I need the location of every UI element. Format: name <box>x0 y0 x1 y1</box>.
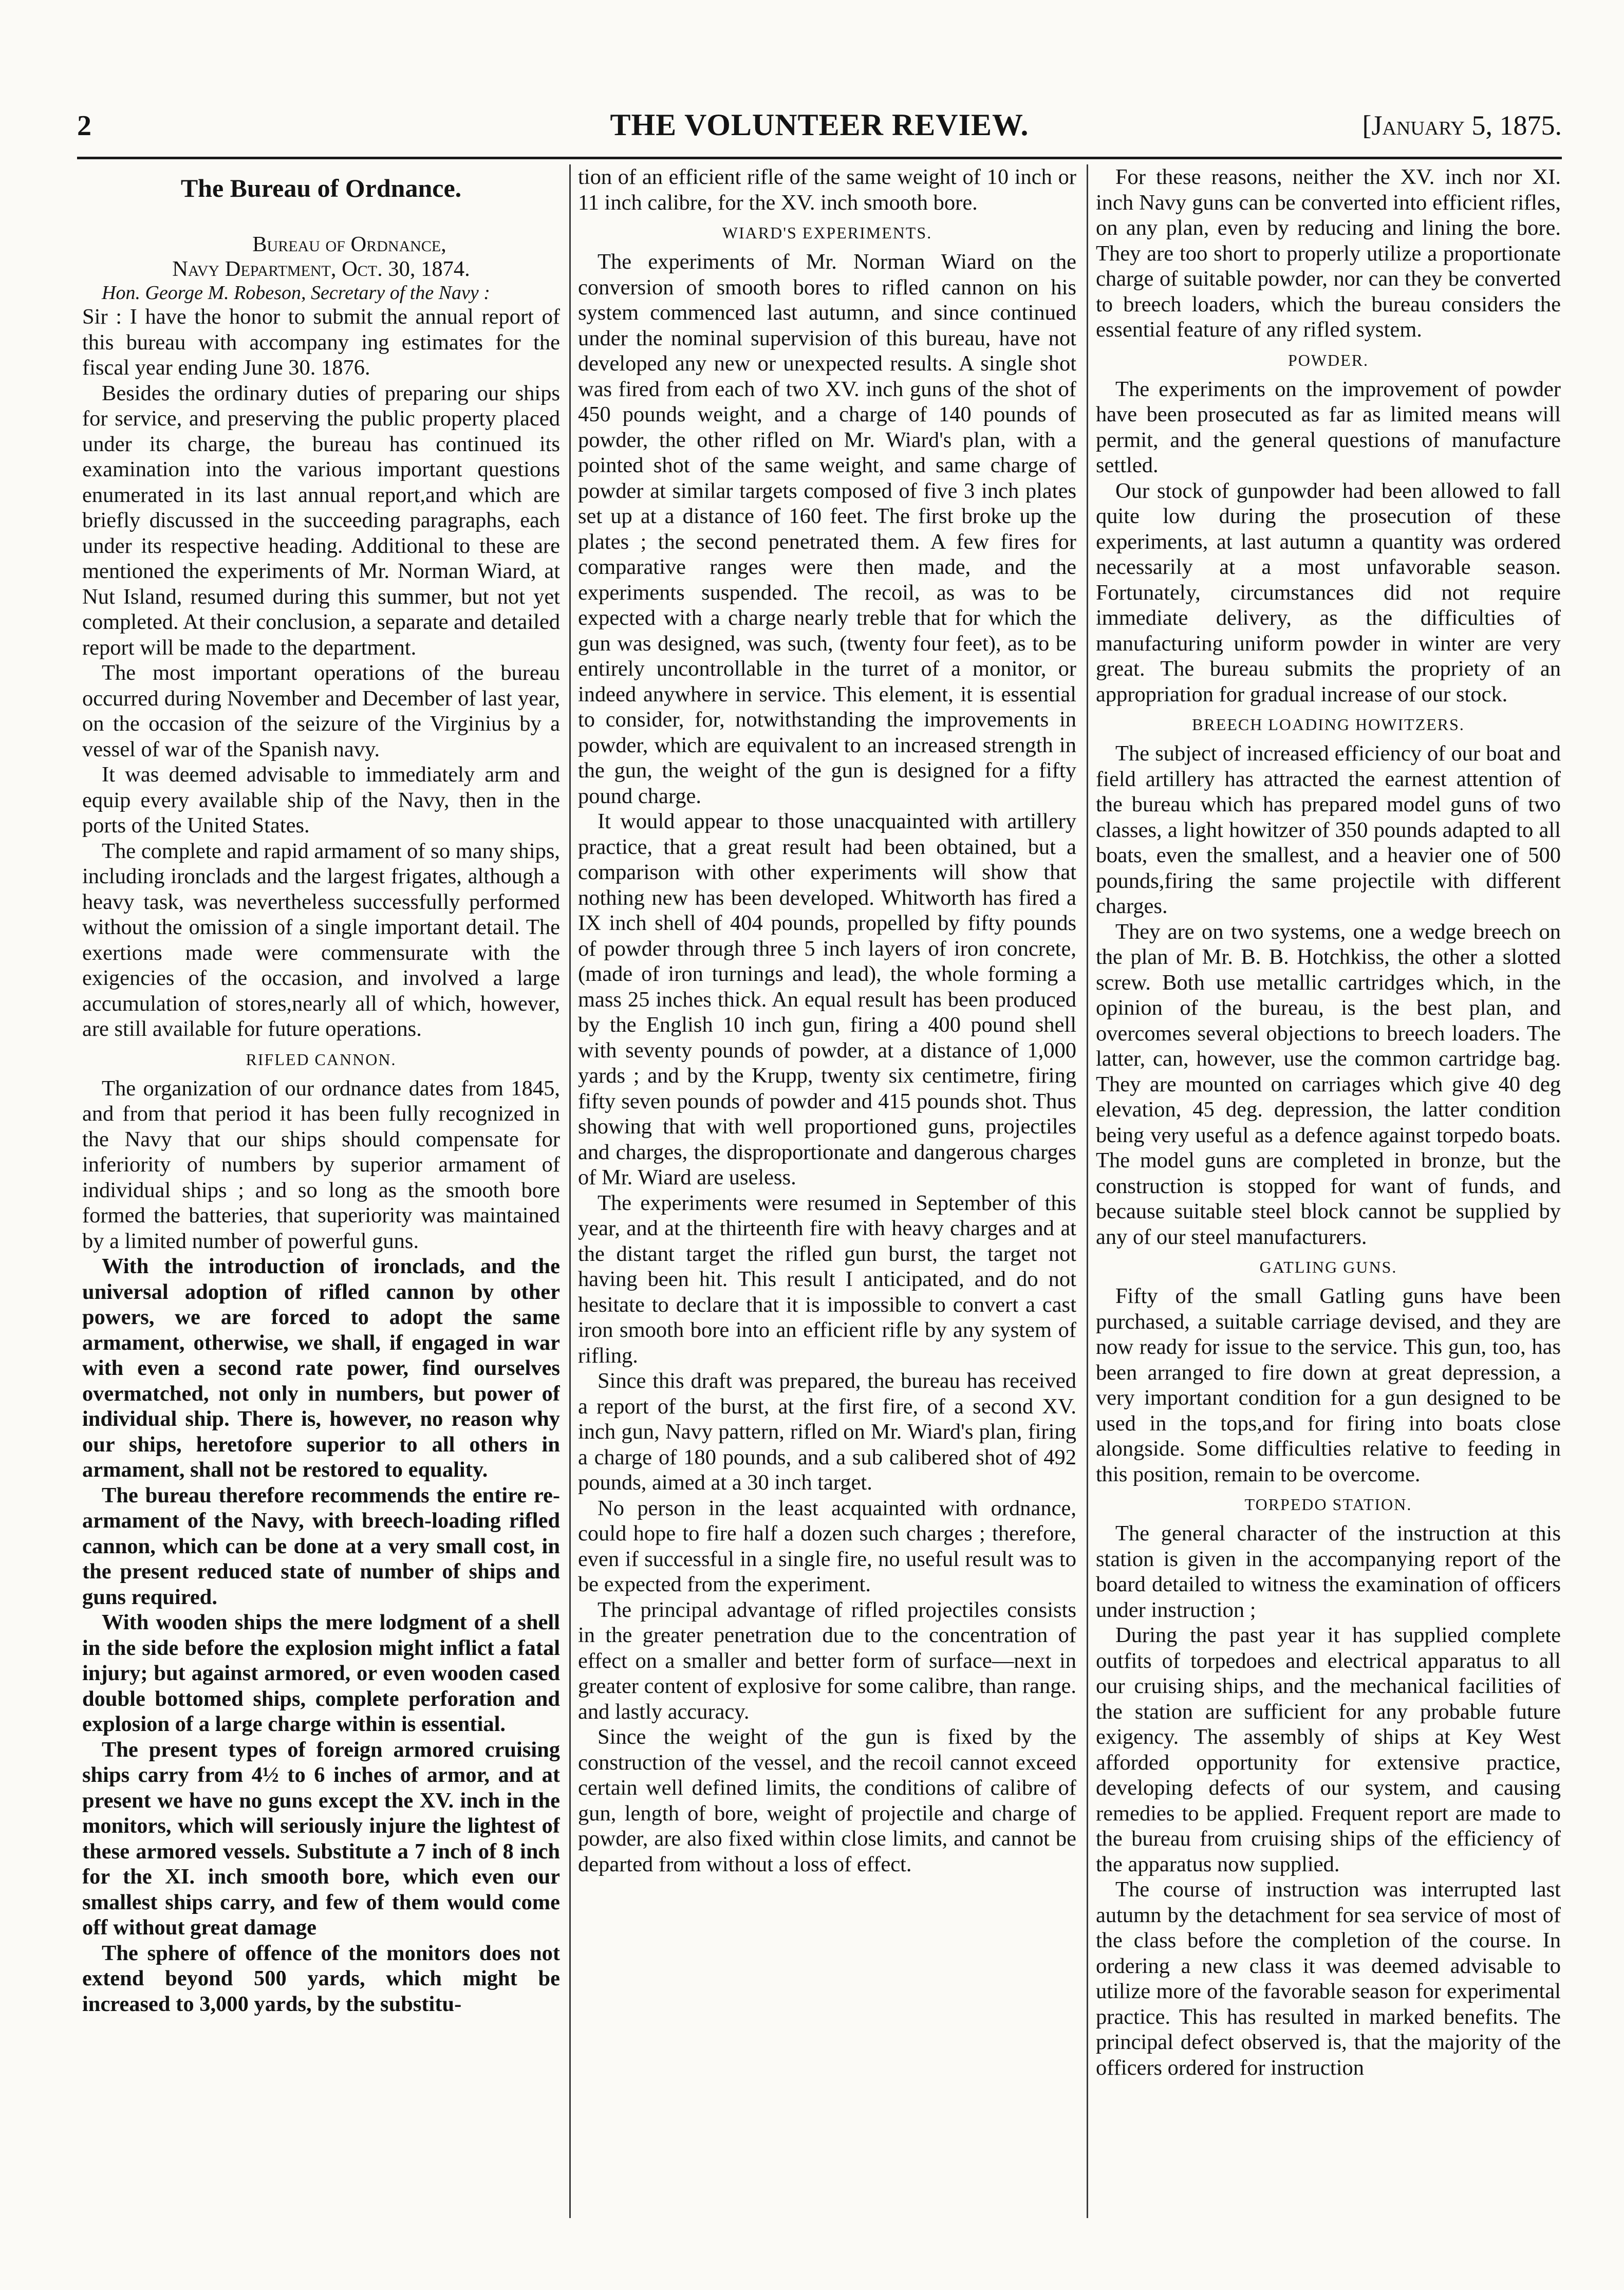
page-number: 2 <box>77 110 91 142</box>
paragraph: Fifty of the small Gatling guns have been purchased, a suitable carriage devised, and they are now ready for issue to the service. This gun, too, has been arranged to fire down at great depression, a very important condition for a gun designed to be used in the tops,and for firing into boats close alongside. Some difficulties relative to feeding in this position, remain to be overcome. <box>1096 1284 1561 1486</box>
paragraph: The organization of our ordnance dates from 1845, and from that period it has been fully recognized in the Navy that our ships should compensate for inferiority of numbers by superior armament of individual ships ; and so long as the smooth bore formed the batteries, that superiority was maintained by a limited number of powerful guns. <box>82 1076 560 1253</box>
page-header <box>77 105 1562 146</box>
paragraph: tion of an efficient rifle of the same weight of 10 inch or 11 inch calibre, for the XV. inch smooth bore. <box>578 165 1076 215</box>
paragraph: Since this draft was prepared, the bureau has received a report of the burst, at the first fire, of a second XV. inch gun, Navy pattern, rifled on Mr. Wiard's plan, firing a charge of 180 pounds, and a sub calibered shot of 492 pounds, aimed at a 30 inch target. <box>578 1369 1076 1495</box>
section-heading: RIFLED CANNON. <box>246 1050 397 1069</box>
paragraph: Our stock of gunpowder had been allowed to fall quite low during the prosecution of these experiments, at last autumn a quantity was ordered necessarily at a most unfavorable season. Fortunately, circumstances did not require immediate delivery, as the difficulties of manufacturing uniform powder in winter are very great. The bureau submits the propriety of an appropriation for gradual increase of our stock. <box>1096 478 1561 706</box>
paragraph: The complete and rapid armament of so many ships, including ironclads and the largest frigates, although a heavy task, was nevertheless successfully performed without the omission of a single important detail. The exertions made were commensurate with the exigencies of the occasion, and involved a large accumulation of stores,nearly all of which, however, are still available for future operations. <box>82 839 560 1041</box>
paragraph: They are on two systems, one a wedge breech on the plan of Mr. B. B. Hotchkiss, the other a slotted screw. Both use metallic cartridges which, in the opinion of the bureau, is the best plan, and overcomes several objections to breech loaders. The latter, can, however, use the common cartridge bag. They are mounted on carriages which give 40 deg elevation, 45 deg. depression, the latter condition being very useful as a defence against torpedo boats. The model guns are completed in bronze, but the construction is stopped for want of funds, and because suitable steel block cannot be supplied by any of our steel manufacturers. <box>1096 919 1561 1249</box>
section-heading: BREECH LOADING HOWITZERS. <box>1192 715 1465 734</box>
column-divider <box>1087 164 1088 2218</box>
dateline <box>82 232 560 282</box>
paragraph: Besides the ordinary duties of preparing our ships for service, and preserving the public property placed under its charge, the bureau has continued its examination into the various important questions enumerated in its last annual report,and which are briefly discussed in the succeeding paragraphs, each under its respective heading. Additional to these are mentioned the experiments of Mr. Norman Wiard, at Nut Island, resumed during this summer, but not yet completed. At their conclusion, a separate and detailed report will be made to the department. <box>82 381 560 660</box>
column-2 <box>578 164 1076 2223</box>
paragraph: The most important operations of the bureau occurred during November and December of last year, on the occasion of the seizure of the Virginius by a vessel of war of the Spanish navy. <box>82 661 560 761</box>
paragraph: During the past year it has supplied complete outfits of torpedoes and electrical apparatus to all our cruising ships, and the mechanical facilities of the station are sufficient for any probable future exigency. The assembly of ships at Key West afforded opportunity for extensive practice, developing defects of our system, and causing remedies to be applied. Frequent report are made to the bureau from cruising ships of the efficiency of the apparatus now supplied. <box>1096 1623 1561 1876</box>
paragraph: It was deemed advisable to immediately arm and equip every available ship of the Navy, then in the ports of the United States. <box>82 762 560 837</box>
section-heading: WIARD'S EXPERIMENTS. <box>722 224 932 242</box>
paragraph: The present types of foreign armored cruising ships carry from 4½ to 6 inches of armor, and at present we have no guns except the XV. inch in the monitors, which will seriously injure the lightest of these armored vessels. Substitute a 7 inch of 8 inch for the XI. inch smooth bore, which even our smallest ships carry, and few of them would come off without great damage <box>82 1737 560 1940</box>
paragraph: With the introduction of ironclads, and the universal adoption of rifled cannon by other powers, we are forced to adopt the same armament, otherwise, we shall, if engaged in war with even a second rate power, find ourselves overmatched, not only in numbers, but power of individual ship. There is, however, no reason why our ships, heretofore superior to all others in armament, shall not be restored to equality. <box>82 1254 560 1482</box>
column-1 <box>82 164 560 2223</box>
paragraph: The experiments were resumed in September of this year, and at the thirteenth fire with heavy charges and at the distant target the rifled gun burst, the target not having been hit. This result I anticipated, and do not hesitate to declare that it is impossible to convert a cast iron smooth bore into an efficient rifle by any system of rifling. <box>578 1190 1076 1368</box>
issue-date: [January 5, 1875. <box>1362 110 1562 141</box>
paragraph: Sir : I have the honor to submit the annual report of this bureau with accompany ing estimates for the fiscal year ending June 30. 1876. <box>82 305 560 380</box>
column-body <box>578 164 1076 1877</box>
column-divider <box>569 164 571 2218</box>
paragraph: The experiments on the improvement of powder have been prosecuted as far as limited means will permit, and the general questions of manufacture settled. <box>1096 377 1561 477</box>
dateline-bureau: Bureau of Ordnance, <box>252 232 446 256</box>
paragraph: For these reasons, neither the XV. inch nor XI. inch Navy guns can be converted into efficient rifles, on any plan, even by reducing and lining the bore. They are too short to properly utilize a proportionate charge of suitable powder, nor can they be converted to breech loaders, which the bureau considers the essential feature of any rifled system. <box>1096 165 1561 342</box>
section-heading: POWDER. <box>1287 350 1369 369</box>
paragraph: The general character of the instruction at this station is given in the accompanying report of the board detailed to witness the examination of officers under instruction ; <box>1096 1521 1561 1622</box>
paragraph: The experiments of Mr. Norman Wiard on the conversion of smooth bores to rifled cannon on his system commenced last autumn, and since continued under the nominal supervision of this bureau, have not developed any new or unexpected results. A single shot was fired from each of two XV. inch guns of the shot of 450 pounds weight, and a charge of 140 pounds of powder, the other rifled on Mr. Wiard's plan, with a pointed shot of the same weight, and same charge of powder at similar targets composed of five 3 inch plates set up at a distance of 160 feet. The first broke up the plates ; the second penetrated them. A few fires for comparative ranges were then made, and the experiments suspended. The recoil, as was to be expected with a charge nearly treble that for which the gun was designed, was such, (twenty four feet), as to be entirely uncontrollable in the turret of a monitor, or indeed anywhere in service. This element, it is essential to consider, for, notwithstanding the improvements in powder, which are equivalent to an increased strength in the gun, the weight of the gun is designed for a fifty pound charge. <box>578 250 1076 808</box>
column-3 <box>1096 164 1561 2223</box>
paragraph: The bureau therefore recommends the entire re-armament of the Navy, with breech-loading rifled cannon, which can be done at a very small cost, in the present reduced state of number of ships and guns required. <box>82 1483 560 1609</box>
paragraph: It would appear to those unacquainted with artillery practice, that a great result had been obtained, but a comparison with other experiments will show that nothing new has been developed. Whitworth has fired a IX inch shell of 404 pounds, propelled by fifty pounds of powder through three 5 inch layers of iron concrete, (made of iron turnings and lead), the whole forming a mass 25 inches thick. An equal result has been produced by the English 10 inch gun, firing a 400 pound shell with seventy pounds of powder, at a distance of 1,000 yards ; and by the Krupp, twenty six centimetre, firing fifty seven pounds of powder and 415 pounds shot. Thus showing that with well proportioned guns, projectiles and charges, the disproportionate and dangerous charges of Mr. Wiard are useless. <box>578 809 1076 1189</box>
column-body <box>82 304 560 2017</box>
paragraph: Since the weight of the gun is fixed by the construction of the vessel, and the recoil cannot exceed certain well defined limits, the conditions of calibre of gun, length of bore, weight of projectile and charge of powder, are also fixed within close limits, and cannot be departed from without a loss of effect. <box>578 1725 1076 1876</box>
paragraph: The course of instruction was interrupted last autumn by the detachment for sea service of most of the class before the completion of the course. In ordering a new class it was deemed advisable to utilize more of the favorable season for experimental practice. This has resulted in marked benefits. The principal defect observed is, that the majority of the officers ordered for instruction <box>1096 1877 1561 2080</box>
section-heading: GATLING GUNS. <box>1259 1258 1397 1276</box>
masthead-title: THE VOLUNTEER REVIEW. <box>610 108 1029 142</box>
paragraph: The subject of increased efficiency of our boat and field artillery has attracted the earnest attention of the bureau which has prepared model guns of two classes, a light howitzer of 350 pounds adapted to all boats, even the smallest, and a heavier one of 500 pounds,firing the same projectile with different charges. <box>1096 741 1561 918</box>
article-title: The Bureau of Ordnance. <box>180 174 462 202</box>
paragraph: With wooden ships the mere lodgment of a shell in the side before the explosion might inflict a fatal injury; but against armored, or even wooden cased double bottomed ships, complete perforation and explosion of a large charge within is essential. <box>82 1610 560 1736</box>
column-body <box>1096 164 1561 2080</box>
paragraph: The principal advantage of rifled projectiles consists in the greater penetration due to the concentration of effect on a smaller and better form of surface—next in greater content of explosive for some calibre, than range. and lastly accuracy. <box>578 1597 1076 1724</box>
paragraph: No person in the least acquainted with ordnance, could hope to fire half a dozen such charges ; therefore, even if successful in a single fire, no useful result was to be expected from the experiment. <box>578 1496 1076 1596</box>
header-rule <box>77 157 1562 159</box>
salutation: Hon. George M. Robeson, Secretary of the Navy : <box>102 282 490 304</box>
section-heading: TORPEDO STATION. <box>1244 1495 1412 1514</box>
dateline-department: Navy Department, Oct. 30, 1874. <box>172 257 470 281</box>
paragraph: The sphere of offence of the monitors does not extend beyond 500 yards, which might be increased to 3,000 yards, by the substitu- <box>82 1941 560 2016</box>
